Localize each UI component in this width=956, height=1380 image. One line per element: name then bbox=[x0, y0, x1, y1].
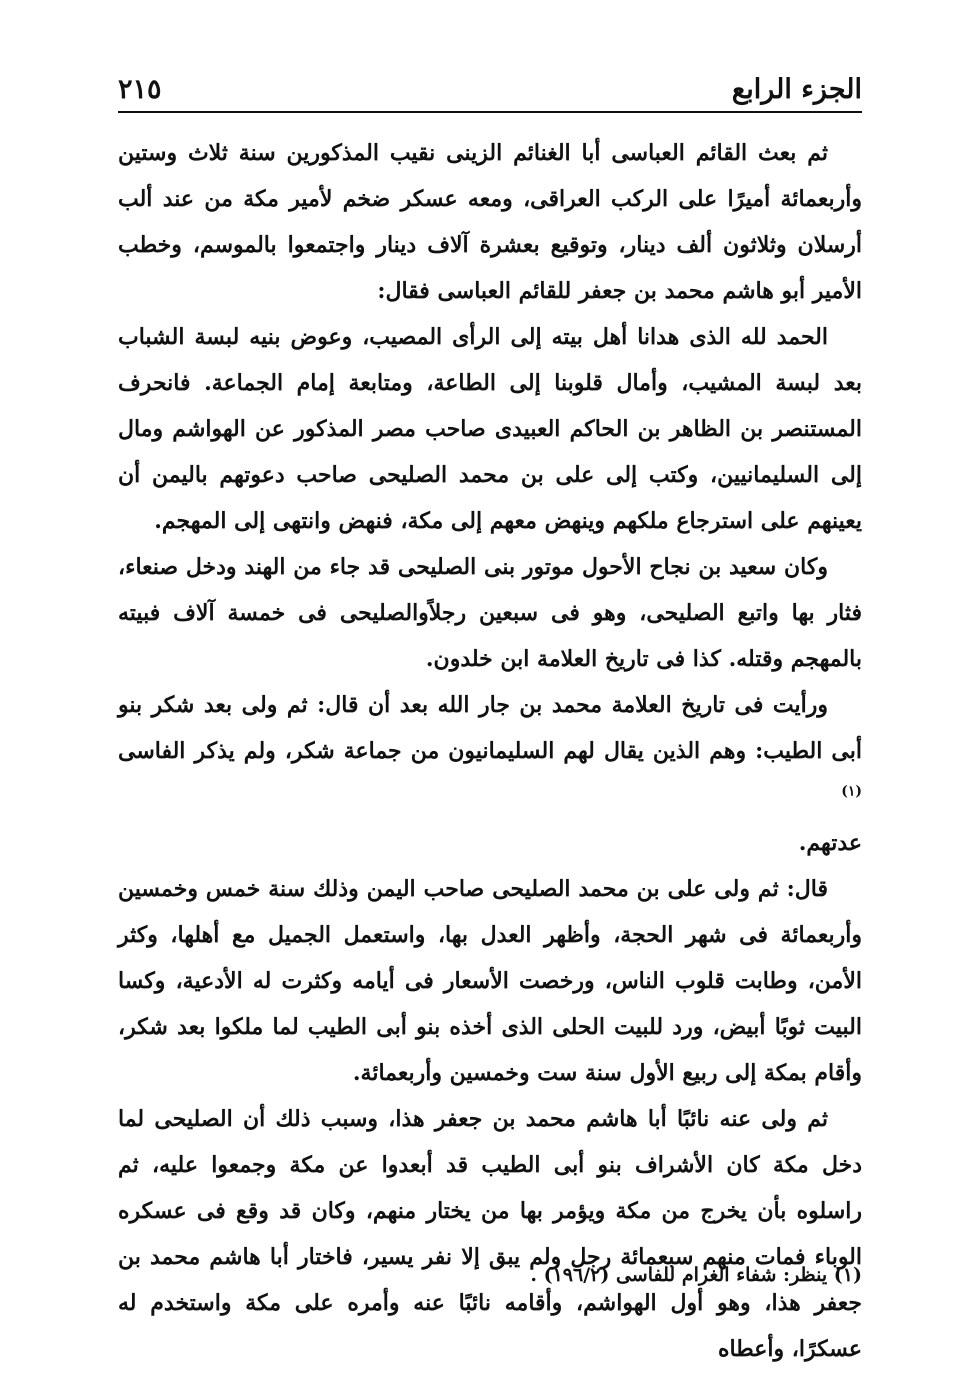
footnote-1: (١) ينظر: شفاء الغرام للفاسى (١٩٦/٢) . bbox=[530, 1264, 862, 1286]
paragraph-2: الحمد لله الذى هدانا أهل بيته إلى الرأى المصيب، وعوض بنيه لبسة الشباب بعد لبسة المشيب، وأمال قلوبنا إلى الطاعة، ومتابعة إمام الجماعة. فانحرف المستنصر بن الظاهر بن الحاكم العبيدى صاحب مصر المذكور عن الهواشم ومال إلى السليمانيين، وكتب إلى على بن محمد الصليحى صاحب دعوتهم باليمن أن يعينهم على استرجاع ملكهم وينهض معهم إلى مكة، فنهض وانتهى إلى المهجم. bbox=[118, 324, 862, 534]
footnote-marker: (١) bbox=[841, 783, 862, 800]
footnotes bbox=[118, 1255, 862, 1295]
paragraph-1: ثم بعث القائم العباسى أبا الغنائم الزينى نقيب المذكورين سنة ثلاث وستين وأربعمائة أميرًا على الركب العراقى، ومعه عسكر ضخم لأمير مكة من عند ألب أرسلان وثلاثون ألف دينار، وتوقيع بعشرة آلاف دينار واجتمعوا بالموسم، وخطب الأمير أبو هاشم محمد بن جعفر للقائم العباسى فقال: bbox=[118, 140, 862, 304]
paragraph-4-text: ورأيت فى تاريخ العلامة محمد بن جار الله بعد أن قال: ثم ولى بعد شكر بنو أبى الطيب: وهم الذين يقال لهم السليمانيون من جماعة شكر، ولم يذكر الفاسى bbox=[118, 692, 862, 764]
page-number: ٢١٥ bbox=[118, 74, 162, 105]
paragraph-6: ثم ولى عنه نائبًا أبا هاشم محمد بن جعفر هذا، وسبب ذلك أن الصليحى لما دخل مكة كان الأشراف بنو أبى الطيب قد أبعدوا عن مكة وجمعوا عليه، ثم راسلوه بأن يخرج من مكة ويؤمر بها من يختار منهم، وكان قد وقع فى عسكره الوباء فمات منهم سبعمائة رجل ولم يبق إلا نفر يسير، فاختار أبا هاشم محمد بن جعفر هذا، وهو أول الهواشم، وأقامه نائبًا عنه وأمره على مكة واستخدم له عسكرًا، وأعطاه bbox=[118, 1106, 862, 1362]
main-text bbox=[118, 130, 862, 1372]
paragraph-4-end: عدتهم. bbox=[798, 830, 862, 856]
running-header bbox=[118, 62, 862, 110]
header-rule bbox=[118, 111, 862, 113]
paragraph-5: قال: ثم ولى على بن محمد الصليحى صاحب اليمن وذلك سنة خمس وخمسين وأربعمائة فى شهر الحجة، وأظهر العدل بها، واستعمل الجميل مع أهلها، وكثر الأمن، وطابت قلوب الناس، ورخصت الأسعار فى أيامه وكثرت له الأدعية، وكسا البيت ثوبًا أبيض، ورد للبيت الحلى الذى أخذه بنو أبى الطيب لما ملكوا بعد شكر، وأقام بمكة إلى ربيع الأول سنة ست وخمسين وأربعمائة. bbox=[118, 876, 862, 1086]
paragraph-4 bbox=[118, 682, 862, 820]
paragraph-3: وكان سعيد بن نجاح الأحول موتور بنى الصليحى قد جاء من الهند ودخل صنعاء، فثار بها واتبع الصليحى، وهو فى سبعين رجلاًوالصليحى فى خمسة آلاف فبيته بالمهجم وقتله. كذا فى تاريخ العلامة ابن خلدون. bbox=[118, 554, 862, 672]
chapter-title: الجزء الرابع bbox=[731, 74, 862, 105]
